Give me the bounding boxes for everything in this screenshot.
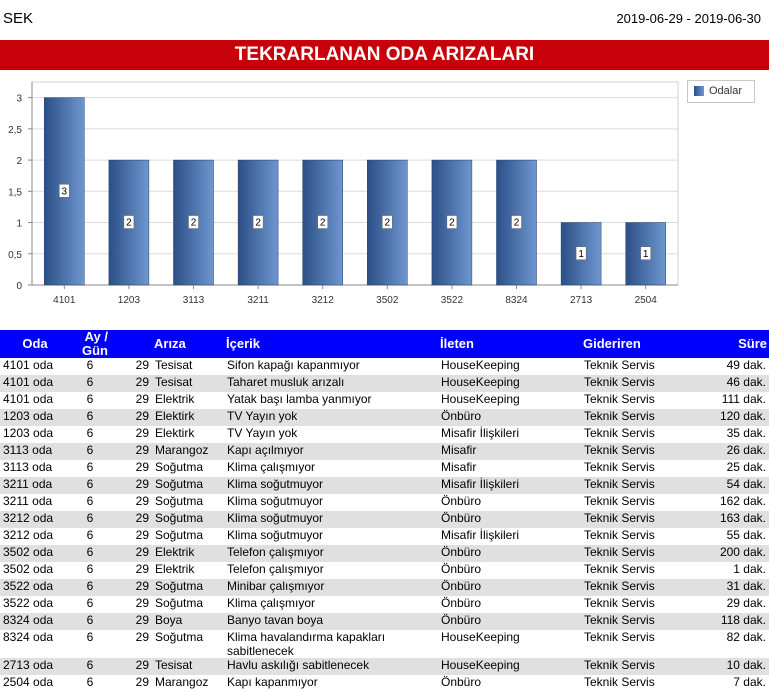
cell-month: 6 bbox=[70, 579, 110, 596]
cell-description: Havlu askılığı sabitlenecek bbox=[224, 658, 438, 675]
cell-reported-by: Önbüro bbox=[438, 579, 581, 596]
cell-duration: 118 dak. bbox=[691, 613, 769, 630]
cell-description: Klima soğutmuyor bbox=[227, 494, 324, 508]
cell-fault-type: Boya bbox=[152, 613, 224, 630]
cell-month: 6 bbox=[70, 658, 110, 675]
cell-room: 2713 oda bbox=[0, 658, 70, 675]
cell-duration: 120 dak. bbox=[691, 409, 769, 426]
cell-reported-by: Önbüro bbox=[441, 596, 482, 610]
cell-room: 3522 oda bbox=[3, 596, 54, 610]
col-header-month: Ay / Gün bbox=[70, 330, 110, 358]
cell-resolved-by: Teknik Servis bbox=[584, 358, 655, 372]
cell-room: 3502 oda bbox=[0, 545, 70, 562]
cell-resolved-by: Teknik Servis bbox=[584, 528, 655, 542]
cell-description: Taharet musluk arızalı bbox=[224, 375, 438, 392]
cell-reported-by: Önbüro bbox=[438, 545, 581, 562]
cell-reported-by: Misafir İlişkileri bbox=[441, 426, 519, 440]
cell-duration: 29 dak. bbox=[726, 596, 766, 610]
cell-duration: 163 dak. bbox=[691, 511, 769, 528]
cell-room: 3113 oda bbox=[3, 460, 53, 474]
cell-reported-by: Önbüro bbox=[438, 409, 581, 426]
x-tick-label: 2504 bbox=[634, 295, 657, 306]
cell-fault-type: Soğutma bbox=[152, 477, 224, 494]
cell-fault-type: Soğutma bbox=[152, 579, 224, 596]
bar-chart bbox=[0, 75, 769, 315]
cell-room: 3113 oda bbox=[0, 443, 70, 460]
cell-month: 6 bbox=[86, 562, 94, 576]
cell-day: 29 bbox=[110, 511, 152, 528]
cell-duration: 200 dak. bbox=[691, 545, 769, 562]
table-row bbox=[0, 596, 769, 613]
cell-fault-type: Tesisat bbox=[155, 358, 193, 372]
cell-fault-type: Soğutma bbox=[155, 528, 204, 542]
table-row bbox=[0, 375, 769, 392]
cell-room: 3211 oda bbox=[0, 477, 70, 494]
cell-resolved-by: Teknik Servis bbox=[584, 494, 655, 508]
y-tick-label: 1,5 bbox=[8, 187, 22, 199]
x-tick-label: 1203 bbox=[117, 295, 141, 306]
y-tick-label: 0 bbox=[16, 281, 22, 292]
cell-description: Klima soğutmuyor bbox=[224, 477, 438, 494]
data-label: 2 bbox=[126, 217, 132, 229]
cell-resolved-by: Teknik Servis bbox=[581, 545, 691, 562]
cell-room: 3502 oda bbox=[3, 562, 54, 576]
cell-resolved-by: Teknik Servis bbox=[581, 375, 691, 392]
table-row bbox=[0, 392, 769, 409]
data-label: 2 bbox=[384, 217, 391, 229]
cell-day: 29 bbox=[135, 392, 149, 406]
cell-duration: 7 dak. bbox=[733, 675, 766, 689]
cell-room: 2504 oda bbox=[3, 675, 54, 689]
y-tick-label: 0,5 bbox=[8, 249, 22, 261]
cell-resolved-by: Teknik Servis bbox=[584, 392, 655, 406]
cell-day: 29 bbox=[110, 477, 152, 494]
data-label: 2 bbox=[449, 217, 455, 229]
cell-month: 6 bbox=[86, 358, 94, 372]
cell-month: 6 bbox=[86, 494, 94, 508]
x-tick-label: 3502 bbox=[376, 295, 399, 306]
cell-reported-by: Önbüro bbox=[438, 613, 581, 630]
cell-day: 29 bbox=[110, 545, 152, 562]
cell-duration: 35 dak. bbox=[726, 426, 766, 440]
cell-fault-type: Marangoz bbox=[152, 443, 224, 460]
cell-duration: 31 dak. bbox=[691, 579, 769, 596]
x-tick-label: 4101 bbox=[53, 295, 76, 306]
cell-reported-by: Misafir bbox=[441, 460, 477, 474]
cell-room: 1203 oda bbox=[3, 426, 54, 440]
table-row bbox=[0, 579, 769, 596]
cell-duration: 111 dak. bbox=[721, 392, 766, 406]
col-header-oda: Oda bbox=[0, 330, 70, 358]
cell-day: 29 bbox=[135, 562, 149, 576]
cell-description: Telefon çalışmıyor bbox=[227, 562, 324, 576]
cell-day: 29 bbox=[135, 494, 149, 508]
cell-reported-by: Misafir İlişkileri bbox=[441, 528, 519, 542]
cell-reported-by: Önbüro bbox=[441, 494, 482, 508]
cell-month: 6 bbox=[70, 613, 110, 630]
cell-month: 6 bbox=[86, 460, 94, 474]
table-row bbox=[0, 675, 769, 692]
cell-room: 4101 oda bbox=[3, 358, 54, 372]
cell-resolved-by: Teknik Servis bbox=[584, 460, 655, 474]
cell-reported-by: Misafir İlişkileri bbox=[438, 477, 581, 494]
cell-duration: 26 dak. bbox=[691, 443, 769, 460]
cell-fault-type: Elektrik bbox=[155, 562, 195, 576]
company-name: SEK bbox=[3, 10, 34, 27]
cell-day: 29 bbox=[110, 409, 152, 426]
cell-description: Minibar çalışmıyor bbox=[224, 579, 438, 596]
cell-resolved-by: Teknik Servis bbox=[581, 477, 691, 494]
cell-day: 29 bbox=[110, 579, 152, 596]
cell-fault-type: Elektirk bbox=[155, 426, 195, 440]
cell-fault-type: Elektirk bbox=[152, 409, 224, 426]
cell-description: Klima soğutmuyor bbox=[227, 528, 324, 542]
col-header-gideriren: Gideriren bbox=[581, 330, 691, 358]
cell-resolved-by: Teknik Servis bbox=[581, 409, 691, 426]
cell-resolved-by: Teknik Servis bbox=[584, 596, 655, 610]
cell-duration: 82 dak. bbox=[726, 630, 766, 644]
x-tick-label: 3211 bbox=[247, 295, 269, 306]
cell-duration: 162 dak. bbox=[719, 494, 766, 508]
cell-month: 6 bbox=[86, 528, 94, 542]
cell-resolved-by: Teknik Servis bbox=[581, 443, 691, 460]
cell-fault-type: Soğutma bbox=[155, 630, 204, 644]
col-header-ariza: Arıza bbox=[152, 330, 224, 358]
cell-description: TV Yayın yok bbox=[227, 426, 298, 440]
cell-month: 6 bbox=[70, 375, 110, 392]
cell-fault-type: Soğutma bbox=[152, 511, 224, 528]
cell-day: 29 bbox=[110, 443, 152, 460]
cell-duration: 10 dak. bbox=[691, 658, 769, 675]
table-row bbox=[0, 630, 769, 658]
cell-room: 3212 oda bbox=[3, 528, 54, 542]
cell-month: 6 bbox=[86, 426, 94, 440]
cell-room: 3211 oda bbox=[3, 494, 53, 508]
cell-fault-type: Elektrik bbox=[155, 392, 195, 406]
data-label: 2 bbox=[255, 217, 261, 229]
data-label: 2 bbox=[190, 217, 197, 229]
y-tick-label: 3 bbox=[16, 93, 22, 105]
cell-reported-by: Önbüro bbox=[441, 675, 482, 689]
cell-day: 29 bbox=[135, 460, 149, 474]
cell-day: 29 bbox=[135, 426, 149, 440]
cell-month: 6 bbox=[86, 675, 94, 689]
cell-reported-by: Önbüro bbox=[441, 562, 482, 576]
legend-label: Odalar bbox=[709, 85, 743, 97]
cell-resolved-by: Teknik Servis bbox=[584, 675, 655, 689]
cell-resolved-by: Teknik Servis bbox=[584, 562, 655, 576]
cell-fault-type: Soğutma bbox=[155, 596, 204, 610]
cell-duration: 55 dak. bbox=[726, 528, 766, 542]
cell-room: 8324 oda bbox=[3, 630, 54, 644]
date-range: 2019-06-29 - 2019-06-30 bbox=[616, 11, 761, 26]
cell-day: 29 bbox=[110, 658, 152, 675]
cell-room: 3522 oda bbox=[0, 579, 70, 596]
cell-fault-type: Marangoz bbox=[155, 675, 209, 689]
cell-day: 29 bbox=[135, 630, 149, 644]
cell-day: 29 bbox=[135, 675, 149, 689]
cell-description: Klima çalışmıyor bbox=[227, 460, 316, 474]
cell-month: 6 bbox=[70, 409, 110, 426]
x-tick-label: 3113 bbox=[182, 295, 205, 306]
table-row bbox=[0, 494, 769, 511]
cell-resolved-by: Teknik Servis bbox=[584, 630, 655, 644]
cell-description: Sifon kapağı kapanmıyor bbox=[227, 358, 360, 372]
cell-description: Klima çalışmıyor bbox=[227, 596, 316, 610]
cell-duration: 1 dak. bbox=[733, 562, 766, 576]
cell-room: 3212 oda bbox=[0, 511, 70, 528]
cell-month: 6 bbox=[86, 392, 94, 406]
cell-duration: 49 dak. bbox=[726, 358, 766, 372]
cell-day: 29 bbox=[135, 596, 149, 610]
table-row bbox=[0, 358, 769, 375]
cell-description: TV Yayın yok bbox=[224, 409, 438, 426]
table-row bbox=[0, 443, 769, 460]
table-row bbox=[0, 409, 769, 426]
table-row bbox=[0, 658, 769, 675]
table-row bbox=[0, 613, 769, 630]
cell-month: 6 bbox=[70, 443, 110, 460]
x-tick-label: 8324 bbox=[505, 295, 528, 306]
cell-reported-by: HouseKeeping bbox=[438, 375, 581, 392]
cell-reported-by: Önbüro bbox=[438, 511, 581, 528]
table-row bbox=[0, 545, 769, 562]
table-row bbox=[0, 477, 769, 494]
cell-room: 4101 oda bbox=[0, 375, 70, 392]
cell-day: 29 bbox=[135, 528, 149, 542]
y-tick-label: 2 bbox=[16, 156, 22, 168]
legend-swatch bbox=[694, 86, 704, 96]
cell-reported-by: HouseKeeping bbox=[441, 392, 520, 406]
data-label: 1 bbox=[642, 248, 649, 260]
cell-day: 29 bbox=[135, 358, 149, 372]
cell-duration: 54 dak. bbox=[691, 477, 769, 494]
table-row bbox=[0, 562, 769, 579]
cell-description: Telefon çalışmıyor bbox=[224, 545, 438, 562]
col-header-sure: Süre bbox=[691, 330, 769, 358]
x-tick-label: 3522 bbox=[440, 295, 464, 306]
cell-room: 1203 oda bbox=[0, 409, 70, 426]
cell-resolved-by: Teknik Servis bbox=[581, 579, 691, 596]
chart-legend bbox=[687, 80, 755, 103]
cell-fault-type: Elektrik bbox=[152, 545, 224, 562]
cell-description: Kapı kapanmıyor bbox=[227, 675, 318, 689]
col-header-ileten: İleten bbox=[438, 330, 581, 358]
cell-room: 4101 oda bbox=[3, 392, 54, 406]
cell-fault-type: Tesisat bbox=[152, 658, 224, 675]
cell-reported-by: HouseKeeping bbox=[441, 358, 520, 372]
cell-fault-type: Soğutma bbox=[155, 460, 204, 474]
table-header-row bbox=[0, 330, 769, 358]
cell-description: Klima soğutmuyor bbox=[224, 511, 438, 528]
cell-resolved-by: Teknik Servis bbox=[581, 613, 691, 630]
cell-reported-by: HouseKeeping bbox=[438, 658, 581, 675]
cell-fault-type: Soğutma bbox=[155, 494, 204, 508]
table-row bbox=[0, 511, 769, 528]
report-title: TEKRARLANAN ODA ARIZALARI bbox=[0, 40, 769, 70]
cell-reported-by: HouseKeeping bbox=[441, 630, 520, 644]
data-label: 2 bbox=[513, 217, 520, 229]
table-row bbox=[0, 528, 769, 545]
cell-month: 6 bbox=[86, 630, 94, 644]
cell-month: 6 bbox=[70, 545, 110, 562]
y-tick-label: 1 bbox=[16, 218, 22, 230]
cell-month: 6 bbox=[70, 511, 110, 528]
y-tick-label: 2,5 bbox=[8, 124, 22, 136]
cell-month: 6 bbox=[70, 477, 110, 494]
cell-description: Klima havalandırma kapakları sabitlenecek bbox=[227, 630, 386, 658]
table-row bbox=[0, 426, 769, 443]
cell-duration: 46 dak. bbox=[691, 375, 769, 392]
cell-resolved-by: Teknik Servis bbox=[581, 511, 691, 528]
cell-resolved-by: Teknik Servis bbox=[581, 658, 691, 675]
cell-month: 6 bbox=[86, 596, 94, 610]
cell-duration: 25 dak. bbox=[726, 460, 766, 474]
col-header-day bbox=[110, 330, 152, 358]
data-label: 2 bbox=[319, 217, 326, 229]
col-header-icerik: İçerik bbox=[224, 330, 438, 358]
cell-description: Kapı açılmıyor bbox=[224, 443, 438, 460]
cell-day: 29 bbox=[110, 613, 152, 630]
x-tick-label: 2713 bbox=[569, 295, 593, 306]
table-row bbox=[0, 460, 769, 477]
cell-day: 29 bbox=[110, 375, 152, 392]
cell-resolved-by: Teknik Servis bbox=[584, 426, 655, 440]
cell-description: Banyo tavan boya bbox=[224, 613, 438, 630]
cell-description: Yatak başı lamba yanmıyor bbox=[227, 392, 372, 406]
data-label: 1 bbox=[578, 248, 584, 260]
cell-room: 8324 oda bbox=[0, 613, 70, 630]
data-label: 3 bbox=[61, 186, 68, 198]
faults-table bbox=[0, 330, 769, 692]
x-tick-label: 3212 bbox=[311, 295, 334, 306]
cell-fault-type: Tesisat bbox=[152, 375, 224, 392]
cell-reported-by: Misafir bbox=[438, 443, 581, 460]
